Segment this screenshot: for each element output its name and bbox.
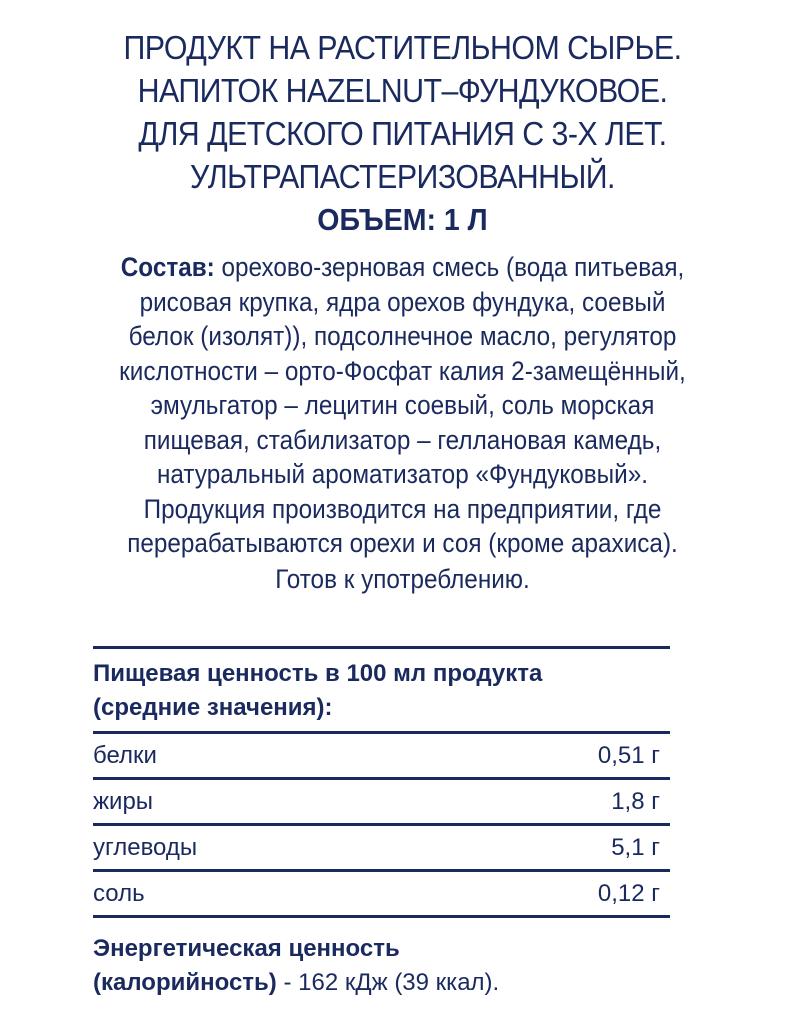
nutrient-value: 5,1 г — [611, 833, 660, 861]
nutrition-table — [93, 646, 670, 918]
header-line: НАПИТОК HAZELNUT–ФУНДУКОВОЕ. — [137, 72, 668, 109]
energy-title: Энергетическая ценность — [93, 935, 400, 962]
nutrient-name: соль — [93, 879, 145, 907]
nutrient-value: 1,8 г — [611, 787, 660, 815]
nutrition-row-protein — [93, 734, 670, 777]
energy-label: (калорийность) — [93, 969, 277, 996]
divider — [93, 915, 670, 918]
header-line: ПРОДУКТ НА РАСТИТЕЛЬНОМ СЫРЬЕ. — [123, 29, 682, 66]
ready-to-use-text: Готов к употреблению. — [275, 564, 530, 594]
nutrition-row-salt — [93, 872, 670, 915]
energy-value-block — [93, 932, 693, 1000]
composition-block — [40, 250, 765, 561]
volume-label: ОБЪЕМ: 1 Л — [317, 202, 488, 237]
composition-line: Продукция производится на предприятии, где — [143, 493, 662, 524]
nutrient-value: 0,12 г — [597, 879, 660, 907]
composition-line: пищевая, стабилизатор – геллановая камедь, — [143, 424, 662, 455]
composition-line: Состав: орехово-зерновая смесь (вода питьевая, — [120, 252, 685, 282]
product-header — [32, 26, 773, 198]
nutrition-row-carbs — [93, 826, 670, 869]
nutrition-title: Пищевая ценность в 100 мл продукта (средние значения): — [93, 660, 543, 721]
composition-line: перерабатываются орехи и соя (кроме арахиса). — [127, 528, 678, 558]
header-line: УЛЬТРАПАСТЕРИЗОВАННЫЙ. — [190, 158, 615, 195]
composition-line: натуральный ароматизатор «Фундуковый». — [157, 459, 648, 489]
composition-line: кислотности – орто-Фосфат калия 2-замещённый, — [119, 355, 686, 386]
header-line: ДЛЯ ДЕТСКОГО ПИТАНИЯ С 3-Х ЛЕТ. — [138, 115, 667, 152]
nutrition-row-fat — [93, 780, 670, 823]
nutrient-name: белки — [93, 741, 157, 769]
composition-line: эмульгатор – лецитин соевый, соль морская — [150, 390, 655, 420]
composition-line: рисовая крупка, ядра орехов фундука, соевый — [139, 286, 666, 317]
energy-value: - 162 кДж (39 ккал). — [276, 969, 500, 996]
composition-line: белок (изолят)), подсолнечное масло, регулятор — [128, 321, 677, 351]
nutrient-name: углеводы — [93, 833, 198, 861]
nutrient-name: жиры — [93, 787, 154, 815]
composition-label: Состав: — [120, 252, 215, 282]
nutrient-value: 0,51 г — [597, 741, 660, 769]
